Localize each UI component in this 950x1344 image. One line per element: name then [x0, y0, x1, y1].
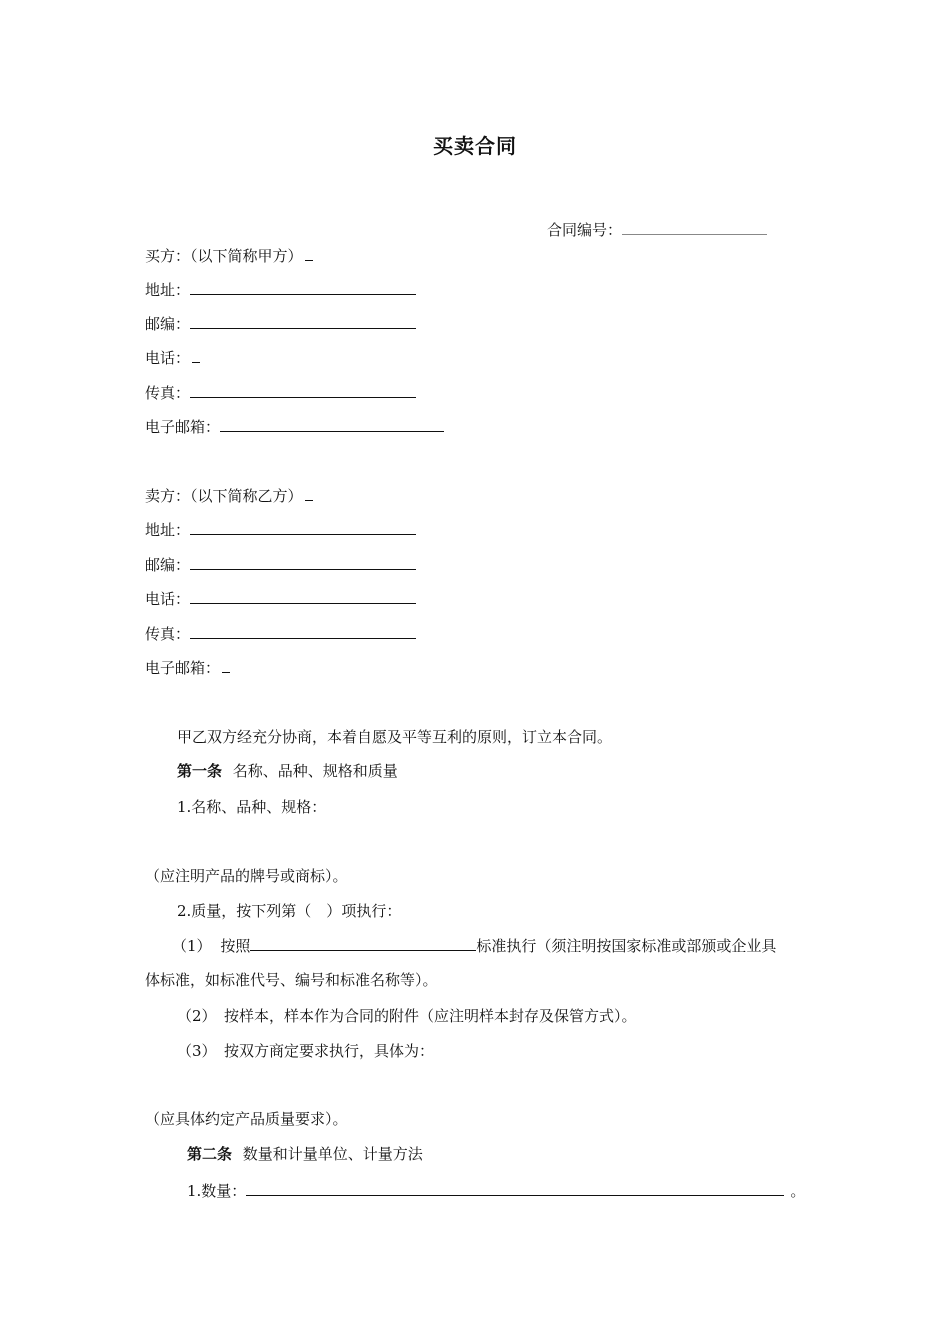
article2-item1-end: 。 — [790, 1182, 806, 1200]
article2-title: 数量和计量单位、计量方法 — [242, 1145, 423, 1163]
seller-address-line — [145, 519, 416, 540]
seller-email-line — [145, 657, 230, 678]
seller-phone-field[interactable] — [190, 588, 416, 604]
seller-phone-line — [145, 588, 416, 609]
quantity-field[interactable] — [246, 1180, 784, 1196]
buyer-email-field[interactable] — [220, 416, 444, 432]
seller-name-field[interactable] — [305, 485, 313, 501]
seller-fax-field[interactable] — [190, 623, 416, 639]
article1-note2: （应具体约定产品质量要求）。 — [145, 1110, 348, 1128]
option1-prefix: 按照 — [220, 937, 251, 955]
seller-phone-label: 电话： — [145, 590, 191, 608]
article2-item1-label: 1.数量： — [187, 1182, 247, 1200]
article1-item1: 1.名称、品种、规格： — [177, 798, 327, 816]
buyer-postcode-field[interactable] — [190, 313, 416, 329]
contract-number-label: 合同编号： — [547, 221, 623, 239]
seller-postcode-line — [145, 554, 416, 575]
buyer-fax-field[interactable] — [190, 382, 416, 398]
article1-heading: 第一条 — [177, 762, 223, 780]
article2-heading: 第二条 — [187, 1145, 233, 1163]
article1-heading-line — [177, 761, 398, 781]
buyer-address-label: 地址： — [145, 281, 191, 299]
buyer-address-line — [145, 279, 416, 300]
buyer-postcode-label: 邮编： — [145, 315, 191, 333]
seller-email-label: 电子邮箱： — [145, 659, 221, 677]
contract-number-field[interactable] — [622, 219, 767, 235]
option1-suffix: 标准执行（须注明按国家标准或部颁或企业具 — [476, 937, 777, 955]
buyer-postcode-line — [145, 313, 416, 334]
seller-fax-label: 传真： — [145, 625, 191, 643]
article1-note1: （应注明产品的牌号或商标）。 — [145, 867, 348, 885]
seller-fax-line — [145, 623, 416, 644]
buyer-phone-label: 电话： — [145, 349, 191, 367]
seller-address-label: 地址： — [145, 521, 191, 539]
article1-option1-line — [172, 935, 776, 956]
article1-item2: 2.质量，按下列第（ ）项执行： — [177, 902, 402, 920]
buyer-fax-line — [145, 382, 416, 403]
buyer-party-label: 买方：（以下简称甲方） — [145, 247, 303, 265]
seller-party-label: 卖方：（以下简称乙方） — [145, 487, 303, 505]
buyer-email-line — [145, 416, 444, 437]
option1-standard-field[interactable] — [250, 935, 476, 951]
buyer-email-label: 电子邮箱： — [145, 418, 221, 436]
contract-number-line — [547, 219, 767, 240]
buyer-address-field[interactable] — [190, 279, 416, 295]
article2-heading-line — [187, 1144, 423, 1164]
seller-postcode-label: 邮编： — [145, 556, 191, 574]
buyer-party-line — [145, 245, 313, 266]
intro-paragraph: 甲乙双方经充分协商，本着自愿及平等互利的原则，订立本合同。 — [177, 728, 613, 746]
buyer-fax-label: 传真： — [145, 384, 191, 402]
article1-title: 名称、品种、规格和质量 — [232, 762, 398, 780]
seller-address-field[interactable] — [190, 519, 416, 535]
article1-option3: （3） 按双方商定要求执行，具体为： — [177, 1042, 435, 1060]
document-title: 买卖合同 — [433, 134, 517, 158]
buyer-phone-line — [145, 347, 200, 368]
buyer-phone-field[interactable] — [192, 347, 200, 363]
seller-party-line — [145, 485, 313, 506]
option1-number: （1） — [172, 937, 212, 955]
article1-option1-continued: 体标准，如标准代号、编号和标准名称等）。 — [145, 971, 438, 989]
article1-option2: （2） 按样本，样本作为合同的附件（应注明样本封存及保管方式）。 — [177, 1007, 637, 1025]
seller-email-field[interactable] — [222, 657, 230, 673]
article2-item1-line — [187, 1180, 805, 1201]
seller-postcode-field[interactable] — [190, 554, 416, 570]
buyer-name-field[interactable] — [305, 245, 313, 261]
